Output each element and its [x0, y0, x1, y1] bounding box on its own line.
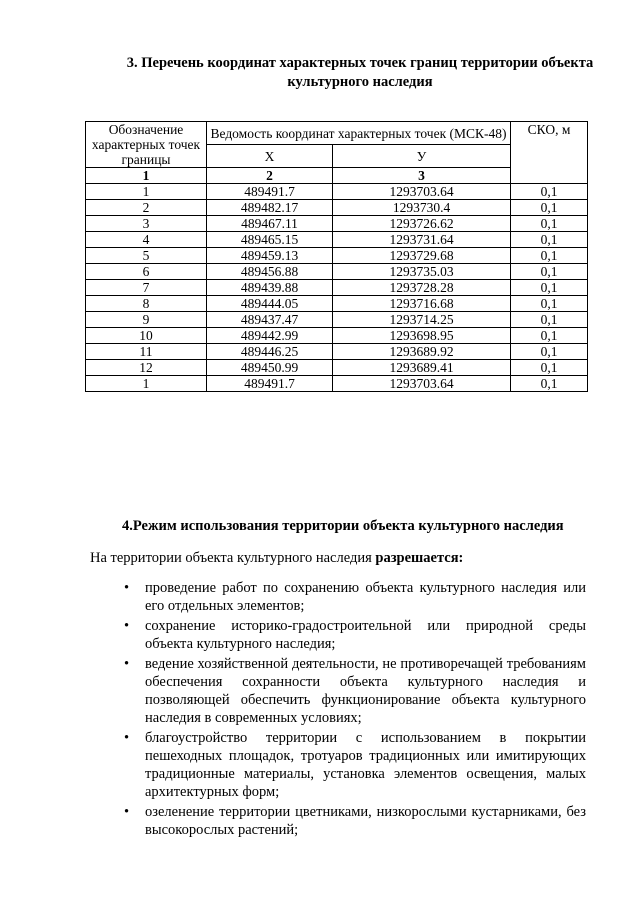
cell-sko: 0,1: [511, 360, 588, 376]
table-row: [86, 360, 588, 376]
header-x: Х: [207, 145, 333, 168]
cell-x: 489482.17: [207, 200, 333, 216]
cell-x: 489450.99: [207, 360, 333, 376]
cell-point: 5: [86, 248, 207, 264]
cell-x: 489491.7: [207, 376, 333, 392]
cell-point: 7: [86, 280, 207, 296]
cell-x: 489491.7: [207, 184, 333, 200]
table-row: [86, 248, 588, 264]
cell-y: 1293698.95: [333, 328, 511, 344]
table-row: [86, 200, 588, 216]
intro-bold: разрешается:: [375, 550, 464, 566]
cell-sko: 0,1: [511, 312, 588, 328]
header-sko: СКО, м: [511, 122, 588, 184]
cell-point: 10: [86, 328, 207, 344]
cell-x: 489437.47: [207, 312, 333, 328]
list-item-text: озеленение территории цветниками, низкорослыми кустарниками, без высокорослых растений;: [145, 804, 586, 838]
cell-y: 1293689.41: [333, 360, 511, 376]
cell-point: 1: [86, 376, 207, 392]
list-item: [120, 729, 586, 801]
cell-point: 3: [86, 216, 207, 232]
cell-point: 6: [86, 264, 207, 280]
cell-x: 489444.05: [207, 296, 333, 312]
cell-y: 1293731.64: [333, 232, 511, 248]
cell-sko: 0,1: [511, 200, 588, 216]
column-number-3: 3: [333, 168, 511, 184]
cell-x: 489467.11: [207, 216, 333, 232]
coordinates-table: [85, 121, 588, 392]
list-item-text: проведение работ по сохранению объекта культурного наследия или его отдельных элементов;: [145, 580, 586, 614]
cell-sko: 0,1: [511, 344, 588, 360]
cell-sko: 0,1: [511, 296, 588, 312]
header-y: У: [333, 145, 511, 168]
table-row: [86, 264, 588, 280]
permitted-activities-list: [120, 579, 586, 841]
list-item: [120, 617, 586, 653]
list-item-text: сохранение историко-градостроительной или природной среды объекта культурного наследия;: [145, 618, 586, 652]
header-designation: Обозначение характерных точек границы: [86, 122, 207, 168]
coordinates-table-body: [86, 184, 588, 392]
cell-point: 4: [86, 232, 207, 248]
section-4-title: 4.Режим использования территории объекта культурного наследия: [122, 518, 564, 534]
cell-sko: 0,1: [511, 328, 588, 344]
header-coordinates: Ведомость координат характерных точек (МСК-48): [207, 122, 511, 145]
cell-sko: 0,1: [511, 280, 588, 296]
table-row: [86, 344, 588, 360]
list-item: [120, 579, 586, 615]
cell-sko: 0,1: [511, 216, 588, 232]
table-row: [86, 376, 588, 392]
cell-sko: 0,1: [511, 248, 588, 264]
cell-sko: 0,1: [511, 376, 588, 392]
cell-y: 1293703.64: [333, 184, 511, 200]
cell-y: 1293726.62: [333, 216, 511, 232]
cell-point: 12: [86, 360, 207, 376]
cell-y: 1293729.68: [333, 248, 511, 264]
cell-point: 9: [86, 312, 207, 328]
section-3-title: 3. Перечень координат характерных точек границ территории объекта культурного наследия: [126, 55, 594, 90]
cell-x: 489459.13: [207, 248, 333, 264]
column-number-2: 2: [207, 168, 333, 184]
bullet-icon: •: [124, 618, 130, 634]
list-item: [120, 803, 586, 839]
intro-paragraph: [90, 550, 463, 567]
cell-y: 1293735.03: [333, 264, 511, 280]
cell-x: 489439.88: [207, 280, 333, 296]
intro-text: На территории объекта культурного наследия: [90, 550, 376, 566]
bullet-icon: •: [124, 656, 130, 672]
cell-point: 2: [86, 200, 207, 216]
column-number-1: 1: [86, 168, 207, 184]
cell-point: 8: [86, 296, 207, 312]
list-item-text: благоустройство территории с использованием в покрытии пешеходных площадок, тротуаров традиционных или имитирующих традиционные материалы, установка элементов освещения, малых архитектурных форм;: [145, 730, 586, 800]
cell-sko: 0,1: [511, 184, 588, 200]
table-row: [86, 216, 588, 232]
list-item: [120, 655, 586, 727]
cell-y: 1293728.28: [333, 280, 511, 296]
cell-x: 489465.15: [207, 232, 333, 248]
list-item-text: ведение хозяйственной деятельности, не противоречащей требованиям обеспечения сохранности объекта культурного наследия и позволяющей обеспечить функционирование объекта культурного наследия в современных условиях;: [145, 656, 586, 726]
table-row: [86, 296, 588, 312]
cell-sko: 0,1: [511, 264, 588, 280]
table-row: [86, 312, 588, 328]
bullet-icon: •: [124, 730, 130, 746]
cell-y: 1293730.4: [333, 200, 511, 216]
cell-x: 489456.88: [207, 264, 333, 280]
bullet-icon: •: [124, 580, 130, 596]
cell-y: 1293714.25: [333, 312, 511, 328]
table-row: [86, 184, 588, 200]
cell-y: 1293689.92: [333, 344, 511, 360]
table-row: [86, 232, 588, 248]
bullet-icon: •: [124, 804, 130, 820]
cell-x: 489446.25: [207, 344, 333, 360]
table-row: [86, 280, 588, 296]
cell-y: 1293716.68: [333, 296, 511, 312]
table-row: [86, 328, 588, 344]
cell-point: 1: [86, 184, 207, 200]
cell-x: 489442.99: [207, 328, 333, 344]
cell-y: 1293703.64: [333, 376, 511, 392]
cell-point: 11: [86, 344, 207, 360]
cell-sko: 0,1: [511, 232, 588, 248]
